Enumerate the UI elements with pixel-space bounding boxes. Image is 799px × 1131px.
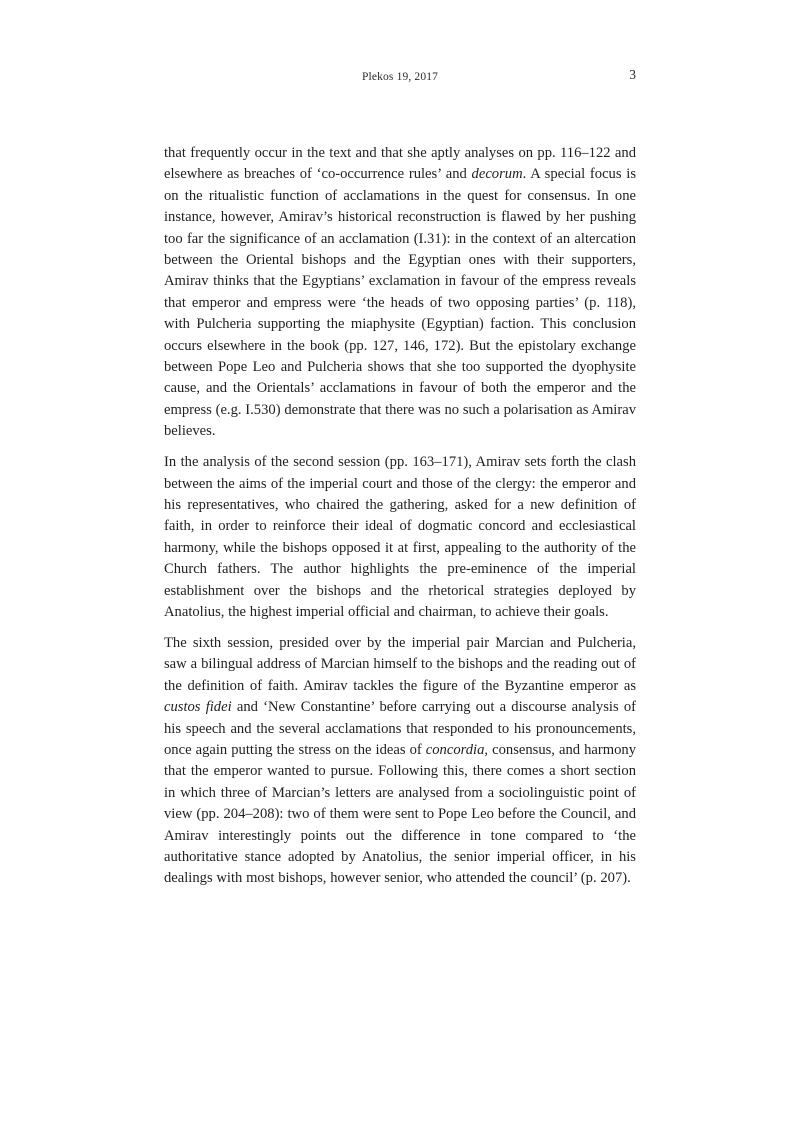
body-paragraph: that frequently occur in the text and that she aptly analyses on pp. 116–122 and elsewhere as breaches of ‘co-occurrence rules’ and decorum. A special focus is on the ritualistic function of acclamations in the quest for consensus. In one instance, however, Amirav’s historical reconstruction is flawed by her pushing too far the significance of an acclamation (I.31): in the context of an altercation between the Oriental bishops and the Egyptian ones with their supporters, Amirav thinks that the Egyptians’ exclamation in favour of the empress reveals that emperor and empress were ‘the heads of two opposing parties’ (p. 118), with Pulcheria supporting the miaphysite (Egyptian) faction. This conclusion occurs elsewhere in the book (pp. 127, 146, 172). But the epistolary exchange between Pope Leo and Pulcheria shows that she too supported the dyophysite cause, and the Orientals’ acclamations in favour of both the emperor and the empress (e.g. I.530) demonstrate that there was no such a polarisation as Amirav believes. [164, 145, 636, 440]
body-paragraph: The sixth session, presided over by the imperial pair Marcian and Pulcheria, saw a bilingual address of Marcian himself to the bishops and the reading out of the definition of faith. Amirav tackles the figure of the Byzantine emperor as custos fidei and ‘New Constantine’ before carrying out a discourse analysis of his speech and the several acclamations that responded to his pronouncements, once again putting the stress on the ideas of concordia, consensus, and harmony that the emperor wanted to pursue. Following this, there comes a short section in which three of Marcian’s letters are analysed from a sociolinguistic point of view (pp. 204–208): two of them were sent to Pope Leo before the Council, and Amirav interestingly points out the difference in tone compared to ‘the authoritative stance adopted by Anatolius, the senior imperial officer, in his dealings with most bishops, however senior, who attended the council’ (p. 207). [164, 634, 637, 887]
page-number: 3 [629, 67, 636, 82]
body-text-column [164, 143, 636, 890]
body-paragraph: In the analysis of the second session (pp. 163–171), Amirav sets forth the clash between the aims of the imperial court and those of the clergy: the emperor and his representatives, who chaired the gathering, asked for a new definition of faith, in order to reinforce their ideal of dogmatic concord and ecclesiastical harmony, while the bishops opposed it at first, appealing to the authority of the Church fathers. The author highlights the pre-eminence of the imperial establishment over the bishops and the rhetorical strategies deployed by Anatolius, the highest imperial official and chairman, to achieve their goals. [164, 454, 636, 621]
running-header [164, 67, 636, 91]
header-journal-title: Plekos 19, 2017 [361, 71, 439, 83]
